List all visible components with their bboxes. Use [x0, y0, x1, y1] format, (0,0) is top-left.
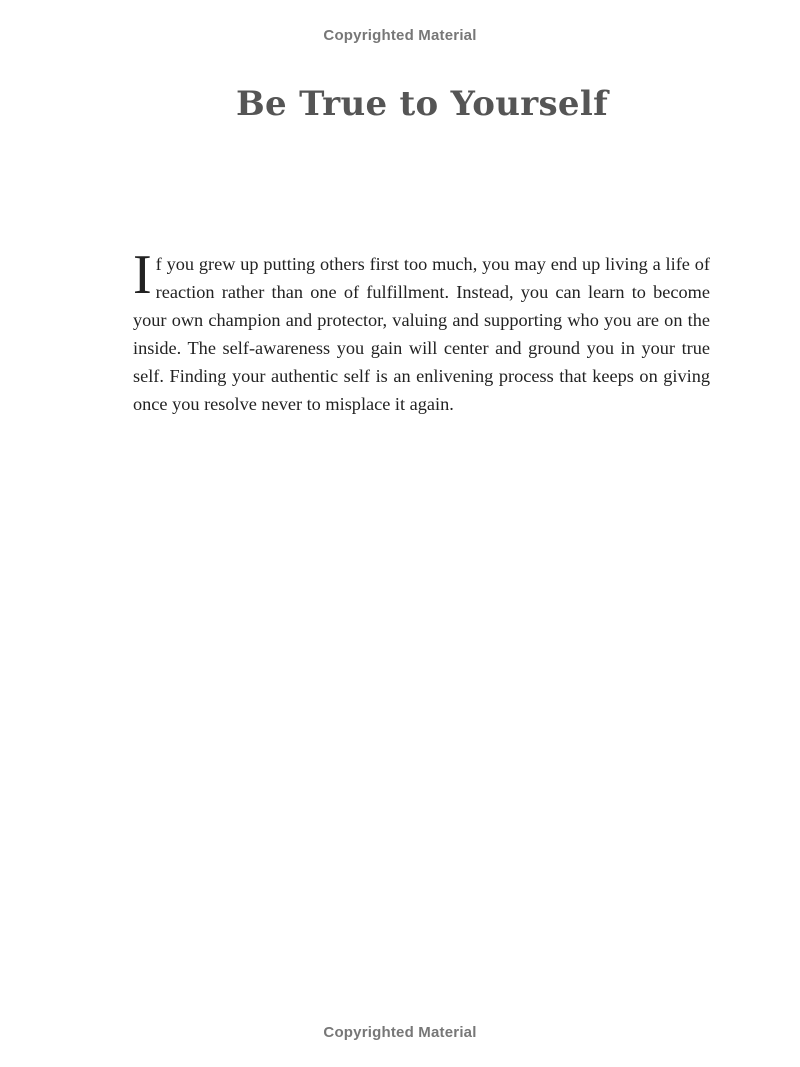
chapter-title: Be True to Yourself — [236, 84, 608, 124]
body-paragraph — [133, 244, 710, 418]
copyright-watermark-bottom: Copyrighted Material — [323, 1024, 477, 1041]
copyright-watermark-top: Copyrighted Material — [323, 27, 477, 44]
body-paragraph-text: f you grew up putting others first too much, you may end up living a life of reaction rather than one of fulfillment. Instead, you can learn to become your own champion and protector, valuing and supporting who you are on the inside. The self-awareness you gain will center and ground you in your true self. Finding your authentic self is an enlivening process that keeps on giving once you resolve never to misplace it again. — [133, 254, 710, 414]
drop-cap: I — [133, 244, 152, 306]
